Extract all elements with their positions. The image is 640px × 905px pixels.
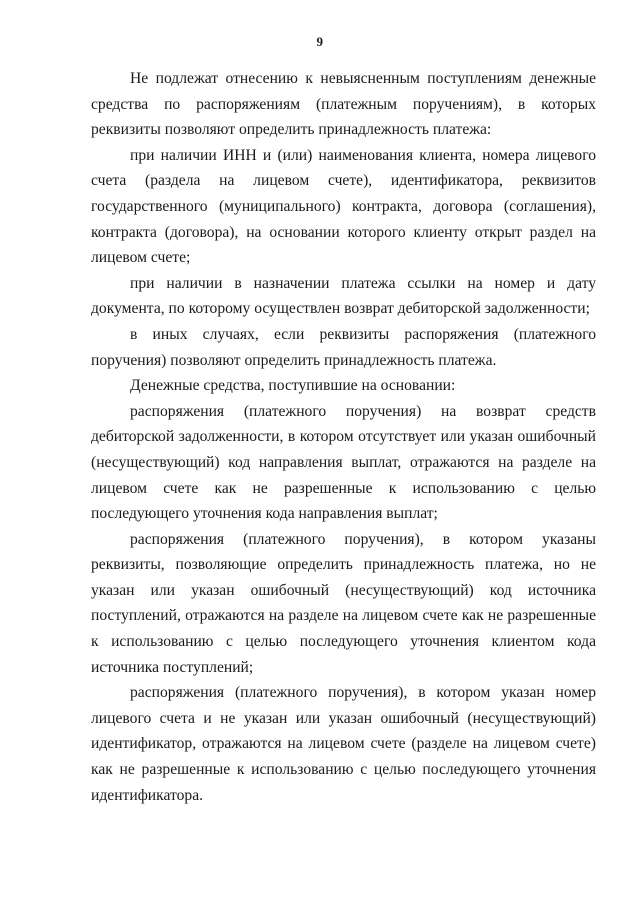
paragraph-1: Не подлежат отнесению к невыясненным поступлениям денежные средства по распоряжениям (платежным поручениям), в которых реквизиты позволяют определить принадлежность платежа: <box>91 70 596 139</box>
paragraph-2: при наличии ИНН и (или) наименования клиента, номера лицевого счета (раздела на лицевом счете), идентификатора, реквизитов государственного (муниципального) контракта, договора (соглашения), контракта (договора), на основании которого клиенту открыт раздел на лицевом счете; <box>91 146 596 267</box>
paragraph-7: распоряжения (платежного поручения), в котором указаны реквизиты, позволяющие определить принадлежность платежа, но не указан или указан ошибочный (несуществующий) код источника поступлений, отражаются на разделе на лицевом счете как не разрешенные к использованию с целью последующего уточнения клиентом кода источника поступлений; <box>91 530 596 676</box>
paragraph-4: в иных случаях, если реквизиты распоряжения (платежного поручения) позволяют определить принадлежность платежа. <box>91 325 596 369</box>
page-number: 9 <box>316 34 324 49</box>
paragraph-5: Денежные средства, поступившие на основании: <box>130 377 456 395</box>
paragraph-8: распоряжения (платежного поручения), в котором указан номер лицевого счета и не указан или указан ошибочный (несуществующий) идентификатор, отражаются на лицевом счете (разделе на лицевом счете) как не разрешенные к использованию с целью последующего уточнения идентификатора. <box>91 684 596 804</box>
paragraph-6: распоряжения (платежного поручения) на возврат средств дебиторской задолженности, в котором отсутствует или указан ошибочный (несуществующий) код направления выплат, отражаются на разделе на лицевом счете как не разрешенные к использованию с целью последующего уточнения кода направления выплат; <box>91 402 596 523</box>
paragraph-3: при наличии в назначении платежа ссылки на номер и дату документа, по которому осуществлен возврат дебиторской задолженности; <box>91 274 596 318</box>
document-body <box>91 66 596 808</box>
